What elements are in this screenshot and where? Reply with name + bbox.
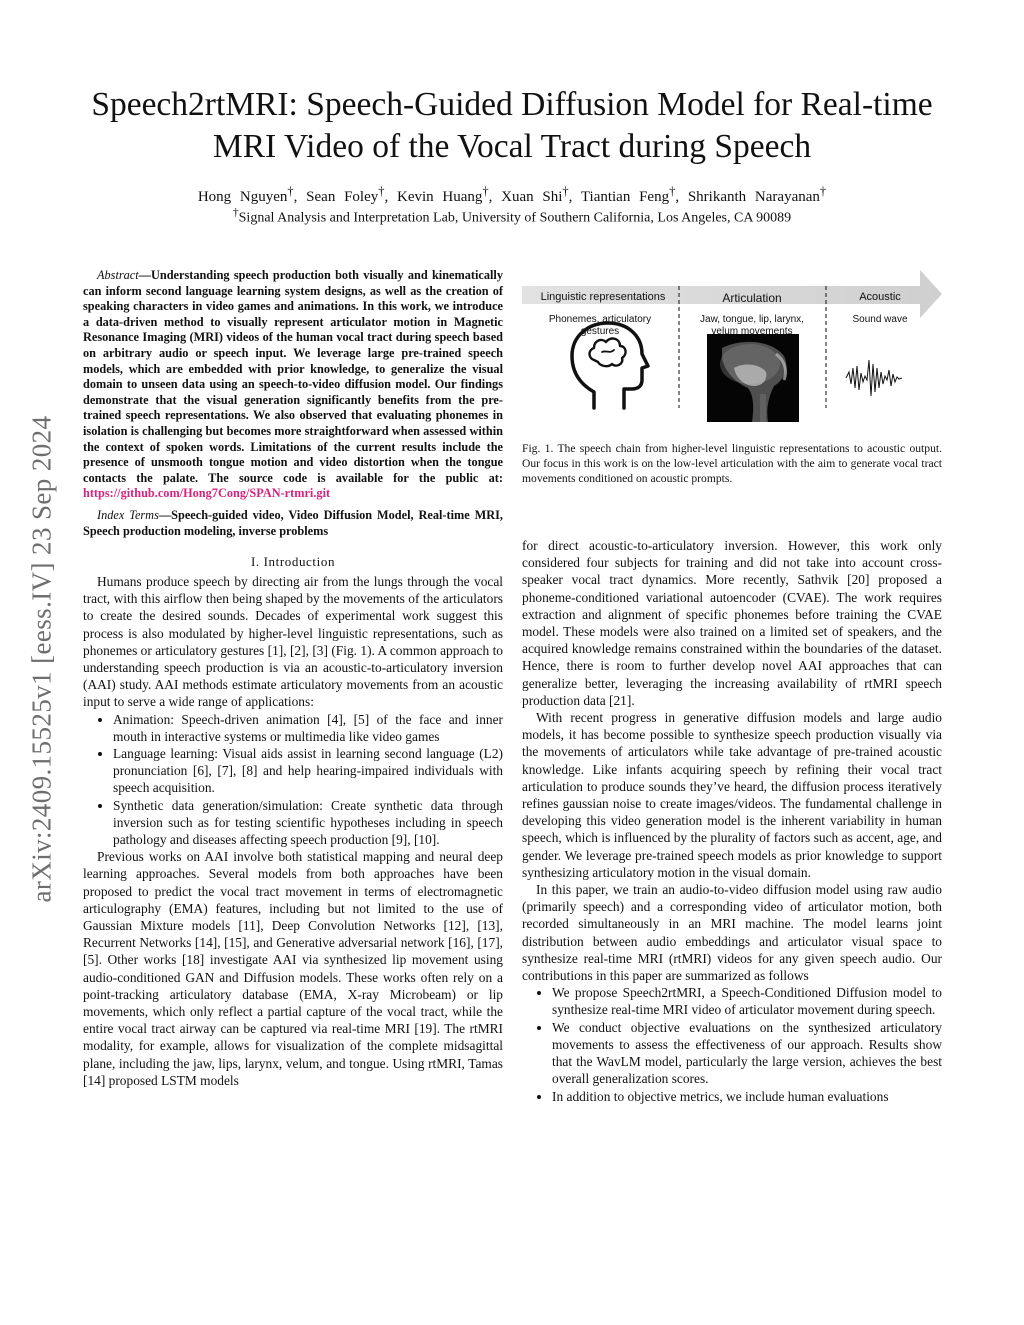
paper-title: Speech2rtMRI: Speech-Guided Diffusion Model for Real-time MRI Video of the Vocal Tract during Speech <box>91 86 933 165</box>
list-item: • We conduct objective evaluations on the synthesized articulatory movements to assess the effectiveness of our approach. Results show that the WavLM model, particularly the large version, achieves the best overall generalization scores. <box>552 1019 942 1088</box>
author: Tiantian Feng†, <box>580 184 680 205</box>
intro-paragraph-1: Humans produce speech by directing air from the lungs through the vocal tract, with this airflow then being shaped by the movements of the articulators to create the desired sounds. Decades of experimental work suggest this process is also modulated by higher-level linguistic representations, such as phonemes or articulatory gestures [1], [2], [3] (Fig. 1). A common approach to understanding speech production is via an acoustic-to-articulatory inversion (AAI) study. AAI methods estimate articulatory movements from an acoustic input to serve a wide range of applications: <box>83 574 503 710</box>
list-item: • Synthetic data generation/simulation: Create synthetic data through inversion such as for testing scientific hypotheses including in speech pathology and diseases affecting speech production [9], [10]. <box>113 797 503 849</box>
application-list <box>83 711 503 849</box>
author: Xuan Shi†, <box>501 184 573 205</box>
right-paragraph-1: for direct acoustic-to-articulatory inversion. However, this work only considered four subjects for training and did not take into account cross-speaker vocal tract dynamics. More recently, Sathvik [20] proposed a phoneme-conditioned variational autoencoder (CVAE). The work requires extraction and alignment of specific phonemes before training the CVAE model. These models were also trained on a limited set of speakers, and the acquired knowledge remains constrained within the boundaries of the dataset. Hence, there is room to further develop novel AAI approaches that can generalize better, leveraging the increasing availability of rtMRI speech production data [21]. <box>522 538 942 708</box>
right-paragraph-2: With recent progress in generative diffusion models and large audio models, it has become possible to synthesize speech production visually via the movements of articulators while take advantage of pre-trained acoustic knowledge. Like infants acquiring speech by refining their vocal tract articulation to produce sounds they’ve heard, the diffusion process iteratively refines gaussian noise to create images/videos. The fundamental challenge in developing this video generation model is the inherent variability in human speech, which is influenced by the plurality of factors such as accent, age, and gender. We leverage pre-trained speech models as prior knowledge to support synthesizing articulatory motion in the visual domain. <box>522 710 942 880</box>
figure-caption-articulation: Jaw, tongue, lip, larynx, velum movements <box>700 314 804 337</box>
figure-caption-acoustic: Sound wave <box>852 314 908 325</box>
abstract-label: Abstract <box>97 268 139 282</box>
figure-header-linguistic: Linguistic representations <box>540 291 666 303</box>
author: Shrikanth Narayanan† <box>687 184 827 205</box>
list-item: • In addition to objective metrics, we include human evaluations <box>552 1088 942 1105</box>
right-column <box>522 537 942 1105</box>
list-item: • We propose Speech2rtMRI, a Speech-Conditioned Diffusion model to synthesize real-time MRI video of articulator movement during speech. <box>552 984 942 1018</box>
arxiv-side-stamp <box>14 348 70 970</box>
abstract-text: —Understanding speech production both visually and kinematically can inform second language learning system designs, as well as the creation of speaking characters in video games and animations. In this work, we introduce a data-driven method to visually represent articulator motion in Magnetic Resonance Imaging (MRI) videos of the human vocal tract during speech based on arbitrary audio or speech input. We leverage large pre-trained speech models, which are embedded with prior knowledge, to generalize the visual domain to unseen data using an speech-to-video diffusion model. Our findings demonstrate that the visual generation significantly benefits from the pre-trained speech representations. We also observed that evaluating phonemes in isolation is challenging but becomes more straightforward when assessed within the context of spoken words. Limitations of the current results include the presence of unsmooth tongue motion and video distortion when the tongue contacts the palate. The source code is available for the public at: <box>83 268 503 485</box>
affiliation: †Signal Analysis and Interpretation Lab, University of Southern California, Los Angeles, CA 90089 <box>232 206 792 226</box>
left-column <box>83 573 503 1089</box>
figure-caption: Fig. 1. The speech chain from higher-level linguistic representations to acoustic output. Our focus in this work is on the low-level articulation with the aim to generate vocal tract movements conditioned on acoustic prompts. <box>522 442 942 485</box>
intro-paragraph-2: Previous works on AAI involve both statistical mapping and neural deep learning approaches. Several models from both approaches have been proposed to predict the vocal tract movement in terms of electromagnetic articulography (EMA) features, including but not limited to the use of Gaussian Mixture models [11], Deep Convolution Networks [12], [13], Recurrent Networks [14], [15], and Generative adversarial network [16], [17], [5]. Other works [18] investigate AAI via synthesized lip movement using audio-conditioned GAN and Diffusion models. These works often rely on a point-tracking articulatory database (EMA, X-ray Microbeam) or lip movements, which only reflect a partial capture of the vocal tract, while the entire vocal tract airway can be captured via real-time MRI [19]. The rtMRI modality, for example, allows for visualization of the complete midsagittal plane, including the jaw, lips, larynx, velum, and tongue. Using rtMRI, Tamas [14] proposed LSTM models <box>83 849 503 1088</box>
abstract <box>83 268 503 502</box>
figure-header-acoustic: Acoustic <box>859 291 901 303</box>
arxiv-id: arXiv:2409.15525v1 [eess.IV] 23 Sep 2024 <box>26 415 57 903</box>
index-terms: Index Terms—Speech-guided video, Video Diffusion Model, Real-time MRI, Speech production modeling, inverse problems <box>83 508 503 538</box>
mri-image <box>707 334 799 422</box>
list-item: • Animation: Speech-driven animation [4], [5] of the face and inner mouth in interactive systems or multimedia like video games <box>113 711 503 745</box>
figure-caption-linguistic: Phonemes, articulatory gestures <box>548 314 652 337</box>
author: Kevin Huang†, <box>397 184 493 205</box>
index-terms-label: Index Terms <box>97 508 159 522</box>
figure-header-articulation: Articulation <box>722 291 782 305</box>
source-code-link[interactable]: https://github.com/Hong7Cong/SPAN-rtmri.git <box>83 486 331 501</box>
contribution-list <box>522 984 942 1104</box>
figure-1 <box>522 268 942 440</box>
sound-wave-icon <box>846 360 902 396</box>
list-item: • Language learning: Visual aids assist in learning second language (L2) pronunciation [6], [7], [8] and help hearing-impaired individuals with speech acquisition. <box>113 745 503 797</box>
section-heading: I. Introduction <box>250 554 336 569</box>
author-list <box>60 184 964 206</box>
author: Hong Nguyen†, <box>197 184 298 205</box>
author: Sean Foley†, <box>306 184 389 205</box>
right-paragraph-3: In this paper, we train an audio-to-video diffusion model using raw audio (primarily speech) and a corresponding video of articulator motion, both recorded simultaneously in an MRI machine. The model learns joint distribution between audio embeddings and articulator visual space to synthesize real-time MRI (rtMRI) videos for any given speech audio. Our contributions in this paper are summarized as follows <box>522 882 942 984</box>
